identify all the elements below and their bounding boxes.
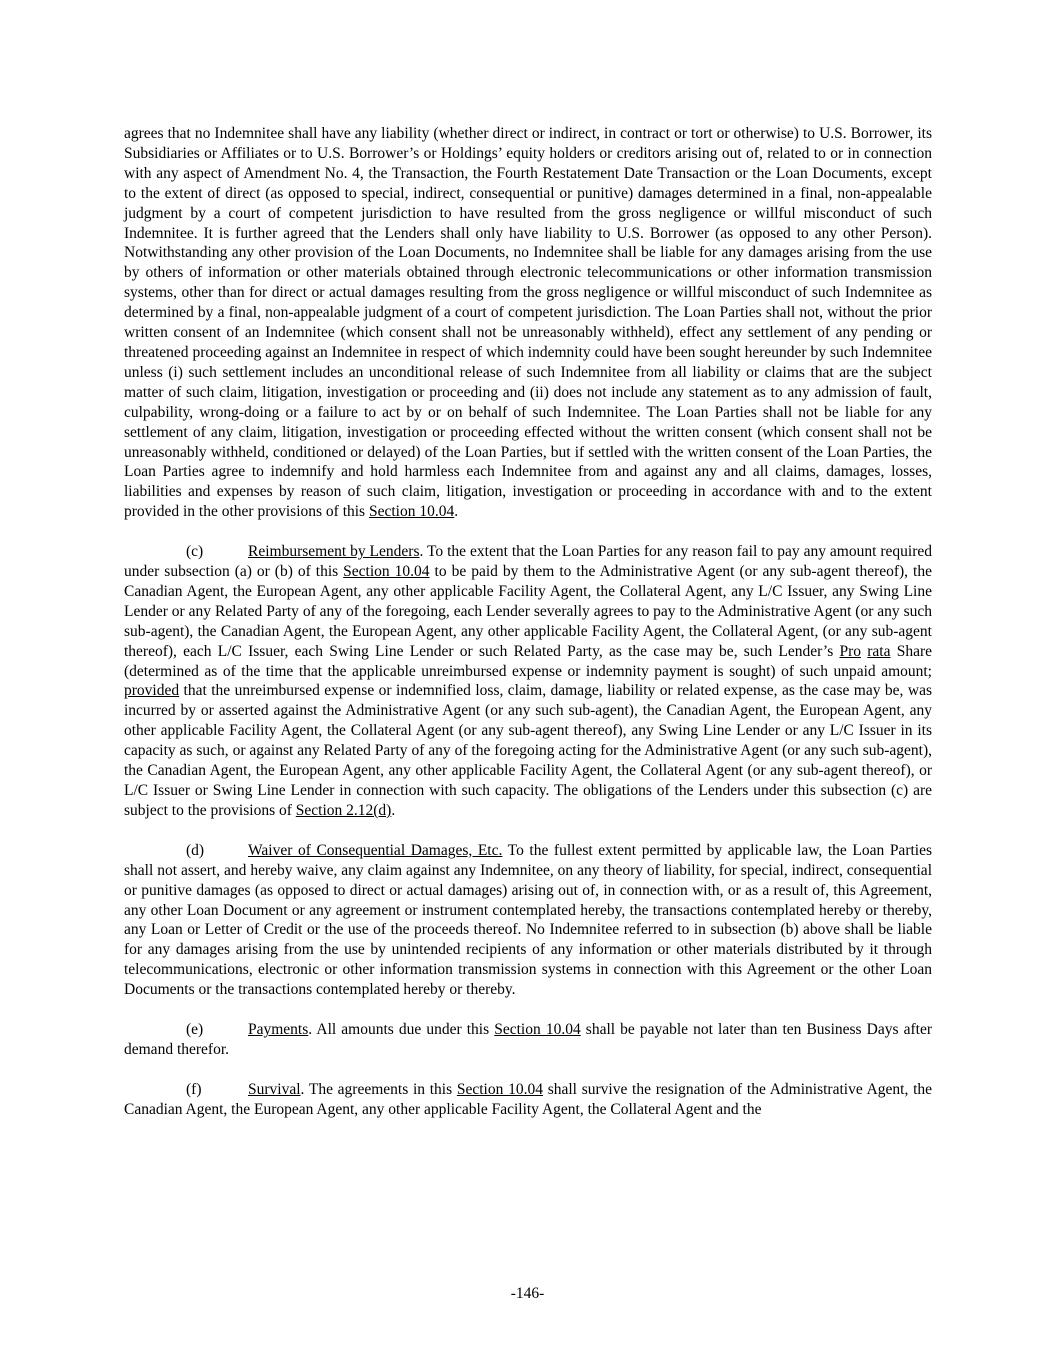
provided-term: provided bbox=[124, 682, 180, 700]
paragraph-c bbox=[124, 542, 932, 821]
section-reference: Section 10.04 bbox=[343, 563, 430, 581]
paragraph-text: agrees that no Indemnitee shall have any liability (whether direct or indirect, in contract or tort or otherwise) to U.S. Borrower, its Subsidiaries or Affiliates or to U.S. Borrower’s or Holdings’ equity holders or creditors arising out of, related to or in connection with any aspect of Amendment No. 4, the Transaction, the Fourth Restatement Date Transaction or the Loan Documents, except to the extent of direct (as opposed to special, indirect, consequential or punitive) damages determined in a final, non-appealable judgment by a court of competent jurisdiction to have resulted from the gross negligence or willful misconduct of such Indemnitee. It is further agreed that the Lenders shall only have liability to U.S. Borrower (as opposed to any other Person). Notwithstanding any other provision of the Loan Documents, no Indemnitee shall be liable for any damages arising from the use by others of information or other materials obtained through electronic telecommunications or other information transmission systems, other than for direct or actual damages resulting from the gross negligence or willful misconduct of such Indemnitee as determined by a final, non-appealable judgment of a court of competent jurisdiction. The Loan Parties shall not, without the prior written consent of an Indemnitee (which consent shall not be unreasonably withheld), effect any settlement of any pending or threatened proceeding against an Indemnitee in respect of which indemnity could have been sought hereunder by such Indemnitee unless (i) such settlement includes an unconditional release of such Indemnitee from all liability or claims that are the subject matter of such claim, litigation, investigation or proceeding and (ii) does not include any statement as to any admission of fault, culpability, wrong-doing or a failure to act by or on behalf of such Indemnitee. The Loan Parties shall not be liable for any settlement of any claim, litigation, investigation or proceeding effected without the written consent (which consent shall not be unreasonably withheld, conditioned or delayed) of the Loan Parties, but if settled with the written consent of the Loan Parties, the Loan Parties agree to indemnify and hold harmless each Indemnitee from and against any and all claims, damages, losses, liabilities and expenses by reason of such claim, litigation, investigation or proceeding in accordance with and to the extent provided in the other provisions of this bbox=[124, 125, 932, 521]
paragraph-text: Share (determined as of the time that the applicable unreimbursed expense or indemnity payment is sought) of such unpaid amount; bbox=[124, 642, 933, 680]
punctuation: . bbox=[454, 503, 459, 521]
clause-heading: Reimbursement by Lenders bbox=[248, 543, 420, 561]
clause-number: (e) bbox=[186, 1021, 204, 1039]
punctuation: . bbox=[391, 801, 396, 819]
section-reference: Section 10.04 bbox=[494, 1021, 581, 1039]
clause-number: (f) bbox=[186, 1080, 202, 1098]
clause-number: (c) bbox=[186, 543, 204, 561]
clause-number: (d) bbox=[186, 841, 205, 859]
paragraph-d bbox=[124, 841, 932, 1000]
paragraph-text: shall survive the resignation of the Administrative Agent, the Canadian Agent, the European Agent, any other applicable Facility Agent, the Collateral Agent and the bbox=[124, 1080, 932, 1118]
document-page bbox=[124, 124, 932, 1120]
section-reference: Section 10.04 bbox=[456, 1080, 543, 1098]
rata-term: rata bbox=[867, 642, 891, 660]
paragraph-text: that the unreimbursed expense or indemnified loss, claim, damage, liability or related expense, as the case may be, was incurred by or asserted against the Administrative Agent (or any such sub-agent), the Canadian Agent, the European Agent, any other applicable Facility Agent, the Collateral Agent (or any sub-agent thereof), any Swing Line Lender or any L/C Issuer in its capacity as such, or against any Related Party of any of the foregoing acting for the Administrative Agent (or any such sub-agent), the Canadian Agent, the European Agent, any other applicable Facility Agent, the Collateral Agent (or any sub-agent thereof), or L/C Issuer or Swing Line Lender in connection with such capacity. The obligations of the Lenders under this subsection (c) are subject to the provisions of bbox=[124, 682, 932, 819]
section-reference: Section 10.04 bbox=[368, 503, 455, 521]
paragraph-f bbox=[124, 1080, 932, 1120]
clause-heading: Payments bbox=[248, 1021, 309, 1039]
section-reference: Section 2.12(d) bbox=[295, 801, 392, 819]
paragraph-text: To the fullest extent permitted by applicable law, the Loan Parties shall not assert, and hereby waive, any claim against any Indemnitee, on any theory of liability, for special, indirect, consequential or punitive damages (as opposed to direct or actual damages) arising out of, in connection with, or as a result of, this Agreement, any other Loan Document or any agreement or instrument contemplated hereby, the transactions contemplated hereby or thereby, any Loan or Letter of Credit or the use of the proceeds thereof. No Indemnitee referred to in subsection (b) above shall be liable for any damages arising from the use by unintended recipients of any information or other materials distributed by it through telecommunications, electronic or other information transmission systems in connection with this Agreement or the other Loan Documents or the transactions contemplated hereby or thereby. bbox=[124, 841, 932, 999]
pro-term: Pro bbox=[839, 642, 862, 660]
paragraph-text: shall be payable not later than ten Business Days after demand therefor. bbox=[124, 1021, 933, 1058]
paragraph-text: . All amounts due under this bbox=[308, 1021, 495, 1039]
paragraph-text: . To the extent that the Loan Parties for any reason fail to pay any amount required under subsection (a) or (b) of this bbox=[124, 543, 932, 581]
paragraph-text: to be paid by them to the Administrative Agent (or any sub-agent thereof), the Canadian Agent, the European Agent, any other applicable Facility Agent, the Collateral Agent, any L/C Issuer, any Swing Line Lender or any Related Party of any of the foregoing, each Lender severally agrees to pay to the Administrative Agent (or any such sub-agent), the Canadian Agent, the European Agent, any other applicable Facility Agent, the Collateral Agent, (or any sub-agent thereof), each L/C Issuer, each Swing Line Lender or such Related Party, as the case may be, such Lender’s bbox=[124, 563, 932, 660]
paragraph-b-continuation bbox=[124, 124, 932, 522]
paragraph-text: . The agreements in this bbox=[300, 1080, 457, 1098]
page-number: -146- bbox=[510, 1285, 545, 1302]
paragraph-e bbox=[124, 1020, 932, 1060]
clause-heading: Survival bbox=[248, 1080, 301, 1098]
clause-heading: Waiver of Consequential Damages, Etc. bbox=[248, 841, 503, 859]
